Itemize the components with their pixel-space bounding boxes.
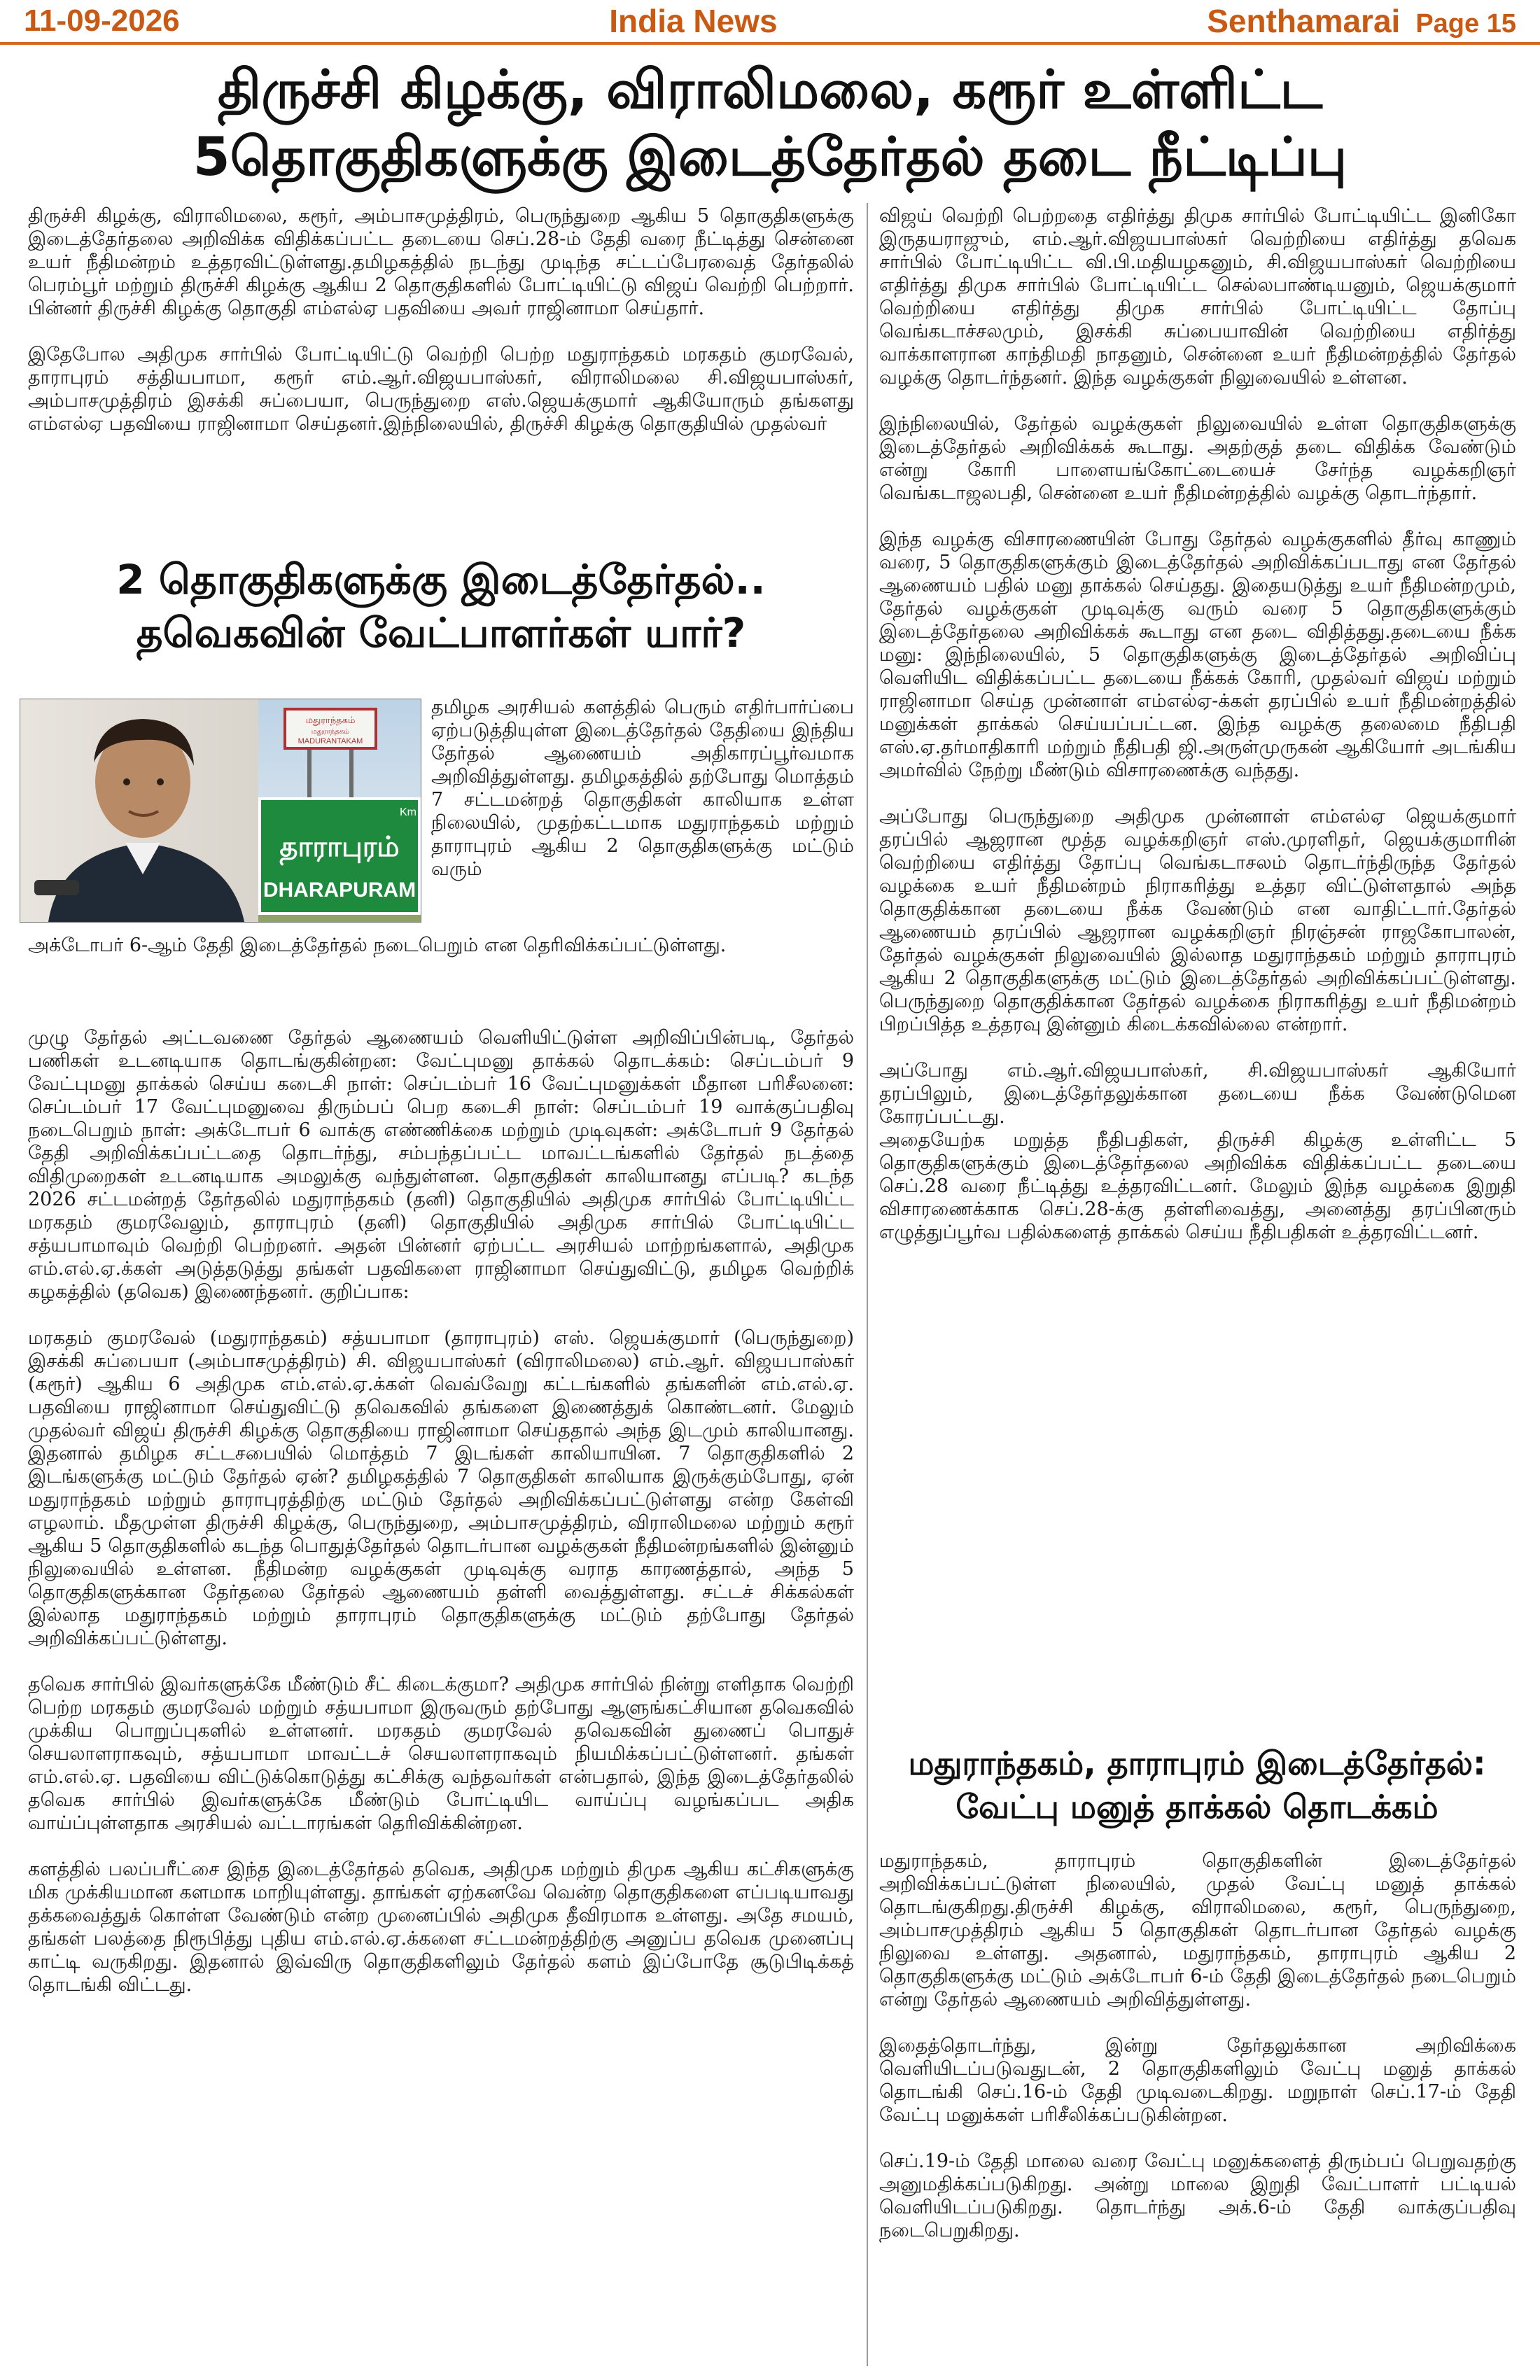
article-paragraph: களத்தில் பலப்பரீட்சை இந்த இடைத்தேர்தல் தவெக, அதிமுக மற்றும் திமுக ஆகிய கட்சிகளுக்கு மிக முக்கியமான களமாக மாறியுள்ளது. தாங்கள் ஏற்கனவே வென்ற தொகுதிகளை எப்படியாவது தக்கவைத்துக் கொள்ள வேண்டும் என்ற முனைப்பில் அதிமுக தீவிரமாக உள்ளது. அதே சமயம், தங்கள் பலத்தை நிரூபித்து புதிய எம்.எல்.ஏ.க்களை சட்டமன்றத்திற்கு அனுப்ப தவெக முனைப்பு காட்டி வருகிறது. இதனால் இவ்விரு தொகுதிகளிலும் தேர்தல் களம் இப்போதே சூடுபிடிக்கத் தொடங்கி விட்டது.	[28, 1858, 854, 1996]
article-paragraph: அக்டோபர் 6-ஆம் தேதி இடைத்தேர்தல் நடைபெறும் என தெரிவிக்கப்பட்டுள்ளது.	[28, 934, 727, 956]
article-paragraph: மதுராந்தகம், தாராபுரம் தொகுதிகளின் இடைத்தேர்தல் அறிவிக்கப்பட்டுள்ள நிலையில், முதல் வேட்பு மனுத் தாக்கல் தொடங்குகிறது.திருச்சி கிழக்கு, விராலிமலை, கரூர், பெருந்துறை, அம்பாசமுத்திரம் ஆகிய 5 தொகுதிகள் தொடர்பான தேர்தல் வழக்கு நிலுவை உள்ளது. அதனால், மதுராந்தகம், தாராபுரம் ஆகிய 2 தொகுதிகளுக்கு மட்டும் அக்டோபர் 6-ம் தேதி இடைத்தேர்தல் நடைபெறும் என்று தேர்தல் ஆணையம் அறிவித்துள்ளது.	[879, 1850, 1516, 2010]
article-paragraph: அப்போது எம்.ஆர்.விஜயபாஸ்கர், சி.விஜயபாஸ்கர் ஆகியோர் தரப்பிலும், இடைத்தேர்தலுக்கான தடையை நீக்க வேண்டுமென கோரப்பட்டது.	[879, 1060, 1516, 1128]
sub-headline-line-2: தவெகவின் வேட்பாளர்கள் யார்?	[136, 609, 746, 657]
article-paragraph: மரகதம் குமரவேல் (மதுராந்தகம்) சத்யபாமா (தாராபுரம்) எஸ். ஜெயக்குமார் (பெருந்துறை) இசக்கி சுப்பையா (அம்பாசமுத்திரம்) சி. விஜயபாஸ்கர் (விராலிமலை) எம்.ஆர். விஜயபாஸ்கர் (கரூர்) ஆகிய 6 அதிமுக எம்.எல்.ஏ.க்கள் வெவ்வேறு கட்டங்களில் தங்களின் எம்.எல்.ஏ. பதவியை ராஜினாமா செய்துவிட்டு தவெகவில் தங்களை இணைத்துக் கொண்டனர். மேலும் முதல்வர் விஜய் திருச்சி கிழக்கு தொகுதியை ராஜினாமா செய்ததால் அந்த இடமும் காலியானது. இதனால் தமிழக சட்டசபையில் மொத்தம் 7 இடங்கள் காலியாயின. 7 தொகுதிகளில் 2 இடங்களுக்கு மட்டும் தேர்தல் ஏன்? தமிழகத்தில் 7 தொகுதிகள் காலியாக இருக்கும்போது, ஏன் மதுராந்தகம் மற்றும் தாராபுரத்திற்கு மட்டும் தேர்தல் அறிவிக்கப்பட்டுள்ளது என்ற கேள்வி எழலாம். மீதமுள்ள திருச்சி கிழக்கு, பெருந்துறை, அம்பாசமுத்திரம், விராலிமலை மற்றும் கரூர் ஆகிய 5 தொகுதிகளில் கடந்த பொதுத்தேர்தல் தொடர்பான வழக்குகள் நீதிமன்றங்களில் இன்னும் நிலுவையில் உள்ளன. நீதிமன்ற வழக்குகள் முடிவுக்கு வராத காரணத்தால், அந்த 5 தொகுதிகளுக்கான தேர்தலை தேர்தல் ஆணையம் தள்ளி வைத்துள்ளது. சட்டச் சிக்கல்கள் இல்லாத மதுராந்தகம் மற்றும் தாராபுரம் தொகுதிகளுக்கு மட்டும் தற்போது தேர்தல் அறிவிக்கப்பட்டுள்ளது.	[28, 1327, 854, 1649]
main-headline	[70, 56, 1470, 190]
publication-info	[1207, 2, 1516, 40]
sign1-line3: MADURANTAKAM	[298, 737, 363, 746]
right-column-bottom	[879, 1849, 1516, 2242]
page-header	[0, 0, 1540, 45]
sub-headline-line-1: மதுராந்தகம், தாராபுரம் இடைத்தேர்தல்:	[908, 1744, 1486, 1782]
article-paragraph: முழு தேர்தல் அட்டவணை தேர்தல் ஆணையம் வெளியிட்டுள்ள அறிவிப்பின்படி, தேர்தல் பணிகள் உடனடியாக தொடங்குகின்றன: வேட்புமனு தாக்கல் தொடக்கம்: செப்டம்பர் 9 வேட்புமனு தாக்கல் செய்ய கடைசி நாள்: செப்டம்பர் 16 வேட்புமனுக்கள் மீதான பரிசீலனை: செப்டம்பர் 17 வேட்புமனுவை திரும்பப் பெற கடைசி நாள்: செப்டம்பர் 19 வாக்குப்பதிவு நடைபெறும் நாள்: அக்டோபர் 6 வாக்கு எண்ணிக்கை மற்றும் முடிவுகள்: அக்டோபர் 9 தேர்தல் தேதி அறிவிக்கப்பட்டதை தொடர்ந்து, சம்பந்தப்பட்ட மாவட்டங்களில் தேர்தல் நடத்தை விதிமுறைகள் உடனடியாக அமலுக்கு வந்துள்ளன. தொகுதிகள் காலியானது எப்படி? கடந்த 2026 சட்டமன்றத் தேர்தலில் மதுராந்தகம் (தனி) தொகுதியில் அதிமுக சார்பில் போட்டியிட்ட மரகதம் குமரவேலும், தாராபுரம் (தனி) தொகுதியில் அதிமுக சார்பில் போட்டியிட்ட சத்யபாமாவும் வெற்றி பெற்றனர். அதன் பின்னர் ஏற்பட்ட அரசியல் மாற்றங்களால், அதிமுக எம்.எல்.ஏ.க்கள் அடுத்தடுத்து தங்கள் பதவிகளை ராஜினாமா செய்துவிட்டு, தமிழக வெற்றிக் கழகத்தில் (தவெக) இணைந்தனர். குறிப்பாக:	[28, 1027, 854, 1303]
sub-headline-line-1: 2 தொகுதிகளுக்கு இடைத்தேர்தல்..	[116, 556, 766, 603]
paper-name: India News	[609, 3, 778, 39]
headline-line-1: திருச்சி கிழக்கு, விராலிமலை, கரூர் உள்ளிட்ட	[217, 58, 1323, 120]
publication-name: Senthamarai	[1207, 3, 1401, 39]
article-paragraph: இந்த வழக்கு விசாரணையின் போது தேர்தல் வழக்குகளில் தீர்வு காணும் வரை, 5 தொகுதிகளுக்கும் இடைத்தேர்தல் அறிவிக்கப்படாது என தேர்தல் ஆணையம் பதில் மனு தாக்கல் செய்தது. இதையடுத்து உயர் நீதிமன்றமும், தேர்தல் வழக்குகள் முடிவுக்கு வரும் வரை 5 தொகுதிகளுக்கும் இடைத்தேர்தலை அறிவிக்கக் கூடாது என தடை விதித்தது.தடையை நீக்க மனு: இந்நிலையில், 5 தொகுதிகளுக்கு இடைத்தேர்தல் அறிவிப்பு வெளியிட விதிக்கப்பட்ட தடையை நீக்கக் கோரி, முதல்வர் விஜய் மற்றும் ராஜினாமா செய்த முன்னாள் எம்எல்ஏ-க்கள் தரப்பில் உயர் நீதிமன்றத்தில் மனுக்கள் தாக்கல் செய்யப்பட்டன. இந்த வழக்கு தலைமை நீதிபதி எஸ்.ஏ.தர்மாதிகாரி மற்றும் நீதிபதி ஜி.அருள்முருகன் ஆகியோர் அடங்கிய அமர்வில் நேற்று மீண்டும் விசாரணைக்கு வந்தது.	[879, 528, 1516, 781]
text-beside-photo	[431, 696, 854, 881]
article-paragraph: செப்.19-ம் தேதி மாலை வரை வேட்பு மனுக்களைத் திரும்பப் பெறுவதற்கு அனுமதிக்கப்படுகிறது. அன்று மாலை இறுதி வேட்பாளர் பட்டியல் வெளியிடப்படுகிறது. தொடர்ந்து அக்.6-ம் தேதி வாக்குப்பதிவு நடைபெறுகிறது.	[879, 2150, 1517, 2241]
article-paragraph: விஜய் வெற்றி பெற்றதை எதிர்த்து திமுக சார்பில் போட்டியிட்ட இனிகோ இருதயராஜும், எம்.ஆர்.விஜயபாஸ்கர் வெற்றியை எதிர்த்து தவெக சார்பில் போட்டியிட்ட வி.பி.மதியழகனும், சி.விஜயபாஸ்கர் வெற்றியை எதிர்த்து திமுக சார்பில் போட்டியிட்ட செல்லபாண்டியனும், ஜெயக்குமார் வெற்றியை எதிர்த்து திமுக சார்பில் போட்டியிட்ட தோப்பு வெங்கடாச்சலமும், இசக்கி சுப்பையாவின் வெற்றியை எதிர்த்து வாக்காளரான காந்திமதி நாதனும், சென்னை உயர் நீதிமன்றத்தில் தேர்தல் வழக்கு தொடர்ந்தனர். இந்த வழக்குகள் நிலுவையில் உள்ளன.	[879, 205, 1516, 388]
article-photo	[20, 699, 421, 923]
left-column-top	[28, 204, 854, 435]
left-column-bottom	[28, 1026, 854, 1996]
sub-headline-nominations	[889, 1742, 1505, 1828]
sign1-line2: மதுராந்தகம்	[311, 728, 350, 736]
headline-line-2: 5தொகுதிகளுக்கு இடைத்தேர்தல் தடை நீட்டிப்பு	[192, 125, 1348, 188]
sign2-english: DHARAPURAM	[262, 878, 416, 902]
article-paragraph: அப்போது பெருந்துறை அதிமுக முன்னாள் எம்எல்ஏ ஜெயக்குமார் தரப்பில் ஆஜரான மூத்த வழக்கறிஞர் எஸ்.முரளிதர், ஜெயக்குமாரின் வெற்றியை எதிர்த்து தோப்பு வெங்கடாசலம் தொடர்ந்திருந்த தேர்தல் வழக்கை உயர் நீதிமன்றம் நிராகரித்து உத்தர விட்டுள்ளதால் அந்த தொகுதிக்கான தடையை நீக்க வேண்டும் என வாதிட்டார்.தேர்தல் ஆணையம் தரப்பில் ஆஜரான வழக்கறிஞர் நிரஞ்சன் ராஜகோபாலன், தேர்தல் வழக்குகள் நிலுவையில் இல்லாத மதுராந்தகம் மற்றும் தாராபுரம் ஆகிய 2 தொகுதிகளுக்கு மட்டும் இடைத்தேர்தல் அறிவிக்கப்பட்டுள்ளது. பெருந்துறை தொகுதிக்கான தேர்தல் வழக்கை நிராகரித்து உயர் நீதிமன்றம் பிறப்பித்த உத்தரவு இன்னும் கிடைக்கவில்லை என்றார்.	[879, 806, 1516, 1035]
right-column-top	[879, 204, 1516, 1244]
sub-headline-line-2: வேட்பு மனுத் தாக்கல் தொடக்கம்	[955, 1788, 1438, 1826]
sign2-km: Km	[400, 806, 416, 818]
article-paragraph: இதைத்தொடர்ந்து, இன்று தேர்தலுக்கான அறிவிக்கை வெளியிடப்படுவதுடன், 2 தொகுதிகளிலும் வேட்பு மனுத் தாக்கல் தொடங்கி செப்.16-ம் தேதி முடிவடைகிறது. மறுநாள் செப்.17-ம் தேதி வேட்பு மனுக்கள் பரிசீலிக்கப்படுகின்றன.	[879, 2035, 1516, 2126]
article-paragraph: திருச்சி கிழக்கு, விராலிமலை, கரூர், அம்பாசமுத்திரம், பெருந்துறை ஆகிய 5 தொகுதிகளுக்கு இடைத்தேர்தலை அறிவிக்க விதிக்கப்பட்ட தடையை செப்.28-ம் தேதி வரை நீட்டித்து சென்னை உயர் நீதிமன்றம் உத்தரவிட்டுள்ளது.தமிழகத்தில் நடந்து முடிந்த சட்டப்பேரவைத் தேர்தலில் பெரம்பூர் மற்றும் திருச்சி கிழக்கு ஆகிய 2 தொகுதிகளில் போட்டியிட்டு விஜய் வெற்றி பெற்றார். பின்னர் திருச்சி கிழக்கு தொகுதி எம்எல்ஏ பதவியை அவர் ராஜினாமா செய்தார்.	[28, 205, 854, 319]
sub-headline-candidates	[56, 553, 826, 659]
issue-date: 11-09-2026	[24, 4, 180, 38]
sign2-tamil: தாராபுரம்	[279, 831, 400, 863]
article-paragraph: தமிழக அரசியல் களத்தில் பெரும் எதிர்பார்ப்பை ஏற்படுத்தியுள்ள இடைத்தேர்தல் தேதியை இந்திய தேர்தல் ஆணையம் அதிகாரப்பூர்வமாக அறிவித்துள்ளது. தமிழகத்தில் தற்போது மொத்தம் 7 சட்டமன்றத் தொகுதிகள் காலியாக உள்ள நிலையில், முதற்கட்டமாக மதுராந்தகம் மற்றும் தாராபுரம் ஆகிய 2 தொகுதிகளுக்கு மட்டும் வரும்	[431, 696, 854, 880]
article-paragraph: அதையேற்க மறுத்த நீதிபதிகள், திருச்சி கிழக்கு உள்ளிட்ட 5 தொகுதிகளுக்கும் இடைத்தேர்தலை அறிவிக்க விதிக்கப்பட்ட தடையை செப்.28 வரை நீட்டித்து உத்தரவிட்டனர். மேலும் இந்த வழக்கை இறுதி விசாரணைக்காக செப்.28-க்கு தள்ளிவைத்து, அனைத்து தரப்பினரும் எழுத்துப்பூர்வ பதில்களைத் தாக்கல் செய்ய நீதிபதிகள் உத்தரவிட்டனர்.	[879, 1129, 1516, 1243]
article-paragraph: இந்நிலையில், தேர்தல் வழக்குகள் நிலுவையில் உள்ள தொகுதிகளுக்கு இடைத்தேர்தல் அறிவிக்கக் கூடாது. அதற்குத் தடை விதிக்க வேண்டும் என்று கோரி பாளையங்கோட்டையைச் சேர்ந்த வழக்கறிஞர் வெங்கடாஜலபதி, சென்னை உயர் நீதிமன்றத்தில் வழக்கு தொடர்ந்தார்.	[879, 413, 1516, 504]
text-below-photo	[28, 934, 854, 957]
article-paragraph: தவெக சார்பில் இவர்களுக்கே மீண்டும் சீட் கிடைக்குமா? அதிமுக சார்பில் நின்று எளிதாக வெற்றி பெற்ற மரகதம் குமரவேல் மற்றும் சத்யபாமா இருவரும் தற்போது ஆளுங்கட்சியான தவெகவில் முக்கிய பொறுப்புகளில் உள்ளனர். மரகதம் குமரவேல் தவெகவின் துணைப் பொதுச் செயலாளராகவும், சத்யபாமா மாவட்டச் செயலாளராகவும் நியமிக்கப்பட்டுள்ளனர். தங்கள் எம்.எல்.ஏ. பதவியை விட்டுக்கொடுத்து கட்சிக்கு வந்தவர்கள் என்பதால், இந்த இடைத்தேர்தலில் தவெக சார்பில் இவர்களுக்கே மீண்டும் போட்டியிட வாய்ப்பு வழங்கப்பட அதிக வாய்ப்புள்ளதாக அரசியல் வட்டாரங்கள் தெரிவிக்கின்றன.	[28, 1674, 854, 1834]
sign1-line1: மதுராந்தகம்	[305, 715, 356, 726]
column-divider	[867, 203, 868, 2366]
photo-illustration	[20, 699, 421, 922]
page-number: Page 15	[1415, 9, 1516, 38]
article-paragraph: இதேபோல அதிமுக சார்பில் போட்டியிட்டு வெற்றி பெற்ற மதுராந்தகம் மரகதம் குமரவேல், தாராபுரம் சத்தியபாமா, கரூர் எம்.ஆர்.விஜயபாஸ்கர், விராலிமலை சி.விஜயபாஸ்கர், அம்பாசமுத்திரம் இசக்கி சுப்பையா, பெருந்துறை எஸ்.ஜெயக்குமார் ஆகியோரும் தங்களது எம்எல்ஏ பதவியை ராஜினாமா செய்தனர்.இந்நிலையில், திருச்சி கிழக்கு தொகுதியில் முதல்வர்	[28, 344, 854, 435]
